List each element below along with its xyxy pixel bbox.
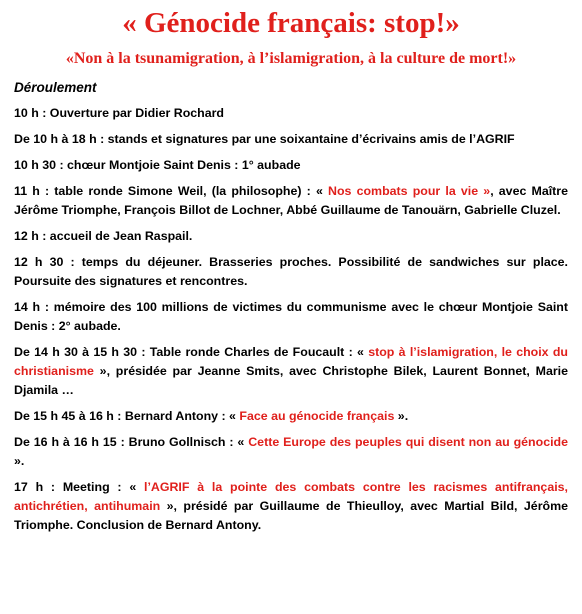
item-text-after: , avec Maître Jérôme Triomphe, François Billot de Lochner, Abbé Guillaume de Tanouärn, Gabrielle Cluzel. <box>14 184 569 217</box>
item-text: 11 h : table ronde Simone Weil, (la philosophe) : « <box>14 184 329 198</box>
schedule-item <box>14 478 568 535</box>
item-text: 14 h : mémoire des 100 millions de victimes du communisme avec le chœur Montjoie Saint Denis : 2° aubade. <box>14 300 568 333</box>
page-title: « Génocide français: stop!» <box>122 7 460 39</box>
item-highlight: l’AGRIF à la pointe des combats contre les racismes antifrançais, antichrétien, antihumain <box>14 480 568 513</box>
item-text: De 16 h à 16 h 15 : Bruno Gollnisch : « <box>14 435 249 449</box>
schedule-item <box>14 407 568 426</box>
item-text: De 10 h à 18 h : stands et signatures par une soixantaine d’écrivains amis de l’AGRIF <box>14 132 515 146</box>
item-text: 10 h : Ouverture par Didier Rochard <box>14 106 225 120</box>
item-text-after: ». <box>14 454 25 468</box>
schedule-item <box>14 298 568 336</box>
item-text: 12 h : accueil de Jean Raspail. <box>14 229 193 243</box>
page-subtitle: «Non à la tsunamigration, à l’islamigration, à la culture de mort!» <box>65 50 517 67</box>
schedule-item <box>14 104 568 123</box>
schedule-item <box>14 182 568 220</box>
section-heading: Déroulement <box>14 80 97 95</box>
item-text-after: ». <box>394 409 409 423</box>
item-text: De 14 h 30 à 15 h 30 : Table ronde Charles de Foucault : « <box>14 345 369 359</box>
item-text: 17 h : Meeting : « <box>14 480 144 494</box>
item-text: 12 h 30 : temps du déjeuner. Brasseries proches. Possibilité de sandwiches sur place. Poursuite des signatures et rencontres. <box>14 255 568 288</box>
schedule-item <box>14 227 568 246</box>
item-highlight: Cette Europe des peuples qui disent non au génocide <box>248 435 568 449</box>
schedule-item <box>14 343 568 400</box>
schedule-item <box>14 253 568 291</box>
item-text-after: », présidé par Guillaume de Thieulloy, avec Martial Bild, Jérôme Triomphe. Conclusion de Bernard Antony. <box>14 499 568 532</box>
item-highlight: stop à l’islamigration, le choix du christianisme <box>14 345 568 378</box>
schedule-item <box>14 433 568 471</box>
item-text-after: », présidée par Jeanne Smits, avec Christophe Bilek, Laurent Bonnet, Marie Djamila … <box>14 364 568 397</box>
schedule-item <box>14 130 568 149</box>
item-text: 10 h 30 : chœur Montjoie Saint Denis : 1° aubade <box>14 158 301 172</box>
schedule-item <box>14 156 568 175</box>
item-text: De 15 h 45 à 16 h : Bernard Antony : « <box>14 409 240 423</box>
item-highlight: Face au génocide français <box>239 409 395 423</box>
item-highlight: Nos combats pour la vie » <box>328 184 491 198</box>
